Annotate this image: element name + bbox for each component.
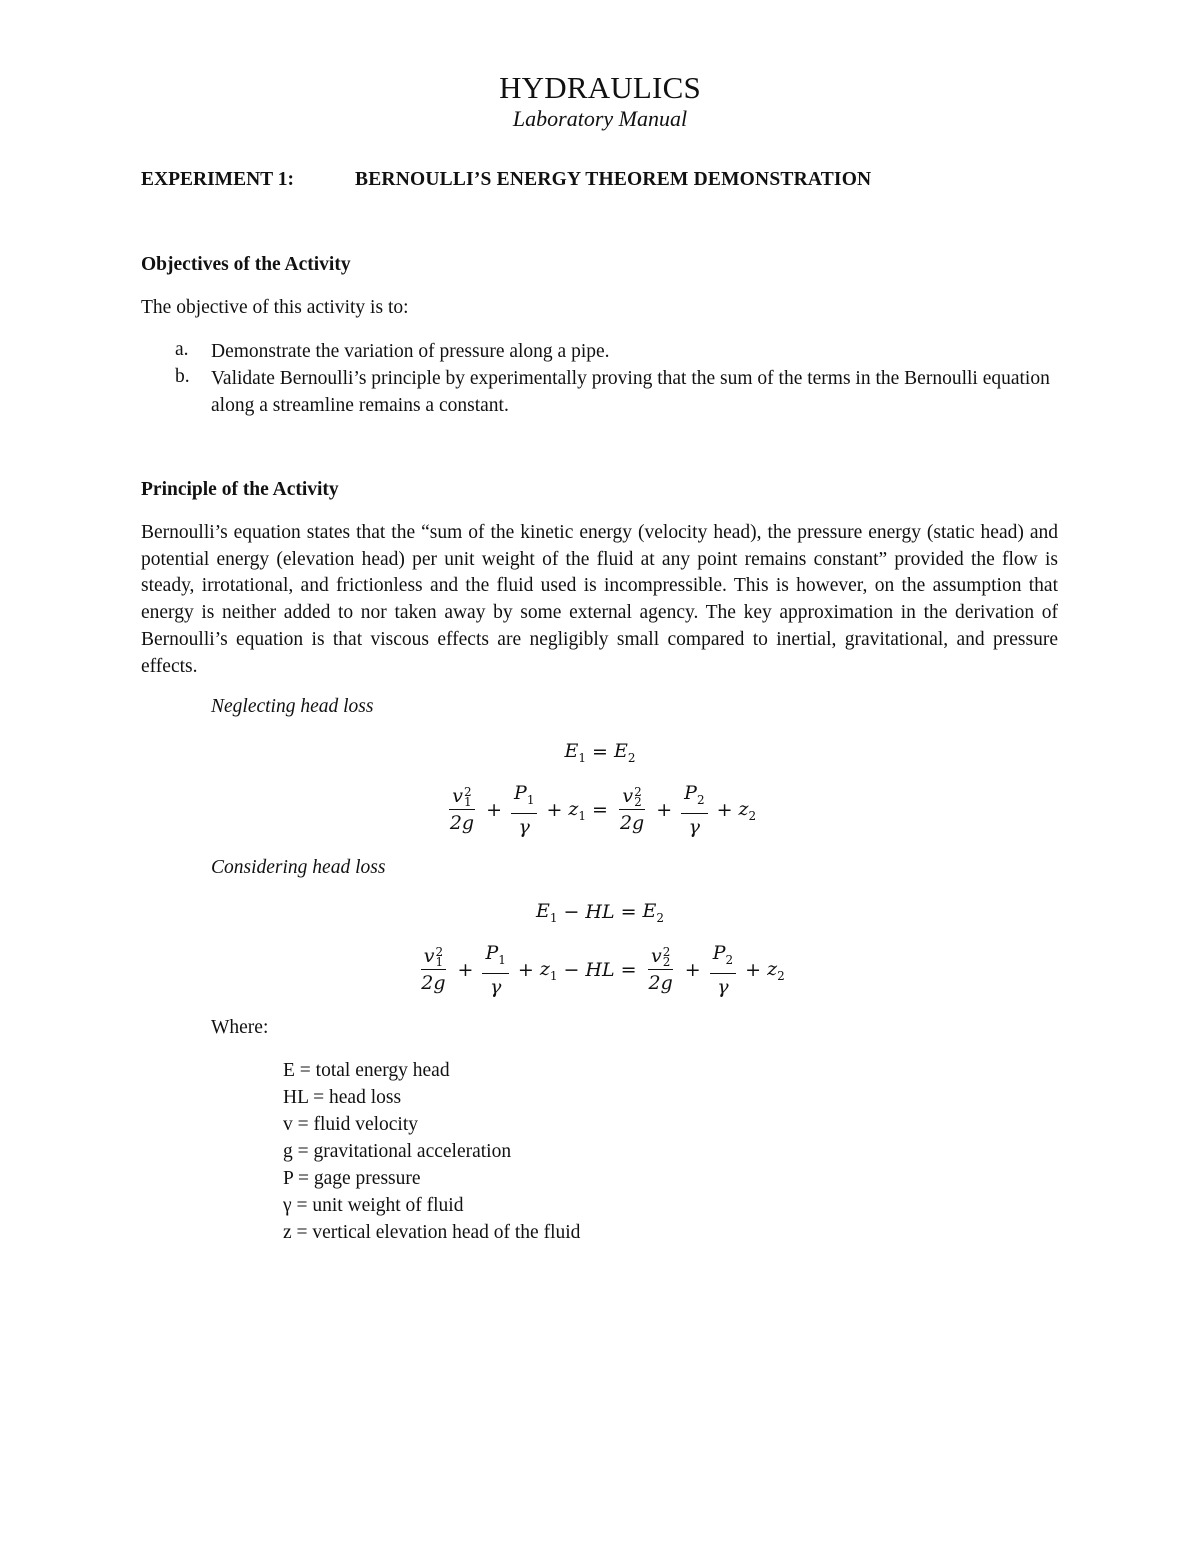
equation-energy-balance-head-loss: $E_1$ − HL = $E_2$: [535, 900, 665, 925]
objectives-intro: The objective of this activity is to:: [141, 297, 409, 318]
definition-item: HL = head loss: [283, 1087, 402, 1108]
definition-item: v = fluid velocity: [283, 1114, 419, 1135]
where-label: Where:: [211, 1017, 269, 1038]
list-marker: b.: [175, 366, 190, 387]
equation-energy-balance: $E_1$ = $E_2$: [564, 740, 636, 765]
principle-heading: Principle of the Activity: [141, 479, 339, 500]
objectives-heading: Objectives of the Activity: [141, 254, 351, 275]
definition-item: E = total energy head: [283, 1060, 450, 1081]
definition-item: g = gravitational acceleration: [283, 1141, 512, 1162]
equation-bernoulli-head-loss: v 2 1 2g + $\frac{P_1}{\gamma}$ + $z_1$ − HL = v 2 2 2g + $\frac{P_2}{\gamma}$ + $z_2$: [421, 942, 785, 998]
list-text: Demonstrate the variation of pressure along a pipe.: [211, 341, 610, 362]
principle-paragraph: Bernoulli’s equation states that the “sum of the kinetic energy (velocity head), the pressure energy (static head) and potential energy (elevation head) per unit weight of the fluid at any point remains constant” provided the flow is steady, irrotational, and frictionless and the fluid used is incompressible. This is however, on the assumption that energy is neither added to nor taken away by some external agency. The key approximation in the derivation of Bernoulli’s equation is that viscous effects are negligibly small compared to inertial, gravitational, and pressure effects.: [141, 522, 1058, 677]
definition-item: z = vertical elevation head of the fluid: [283, 1222, 581, 1243]
considering-head-loss-label: Considering head loss: [211, 857, 386, 878]
definition-item: P = gage pressure: [283, 1168, 421, 1189]
list-marker: a.: [175, 339, 189, 360]
experiment-number: EXPERIMENT 1:: [141, 169, 294, 190]
equation-bernoulli: v 2 1 2g + $\frac{P_1}{\gamma}$ + $z_1$ = v 2 2 2g + $\frac{P_2}{\gamma}$ + $z_2$: [449, 782, 757, 838]
experiment-title: BERNOULLI’S ENERGY THEOREM DEMONSTRATION: [355, 169, 872, 190]
definition-item: γ = unit weight of fluid: [283, 1195, 464, 1216]
document-subtitle: Laboratory Manual: [512, 106, 688, 131]
document-title: HYDRAULICS: [499, 70, 701, 105]
neglecting-head-loss-label: Neglecting head loss: [211, 696, 374, 717]
list-text: Validate Bernoulli’s principle by experimentally proving that the sum of the terms in the Bernoulli equation along a streamline remains a constant.: [211, 368, 1050, 416]
